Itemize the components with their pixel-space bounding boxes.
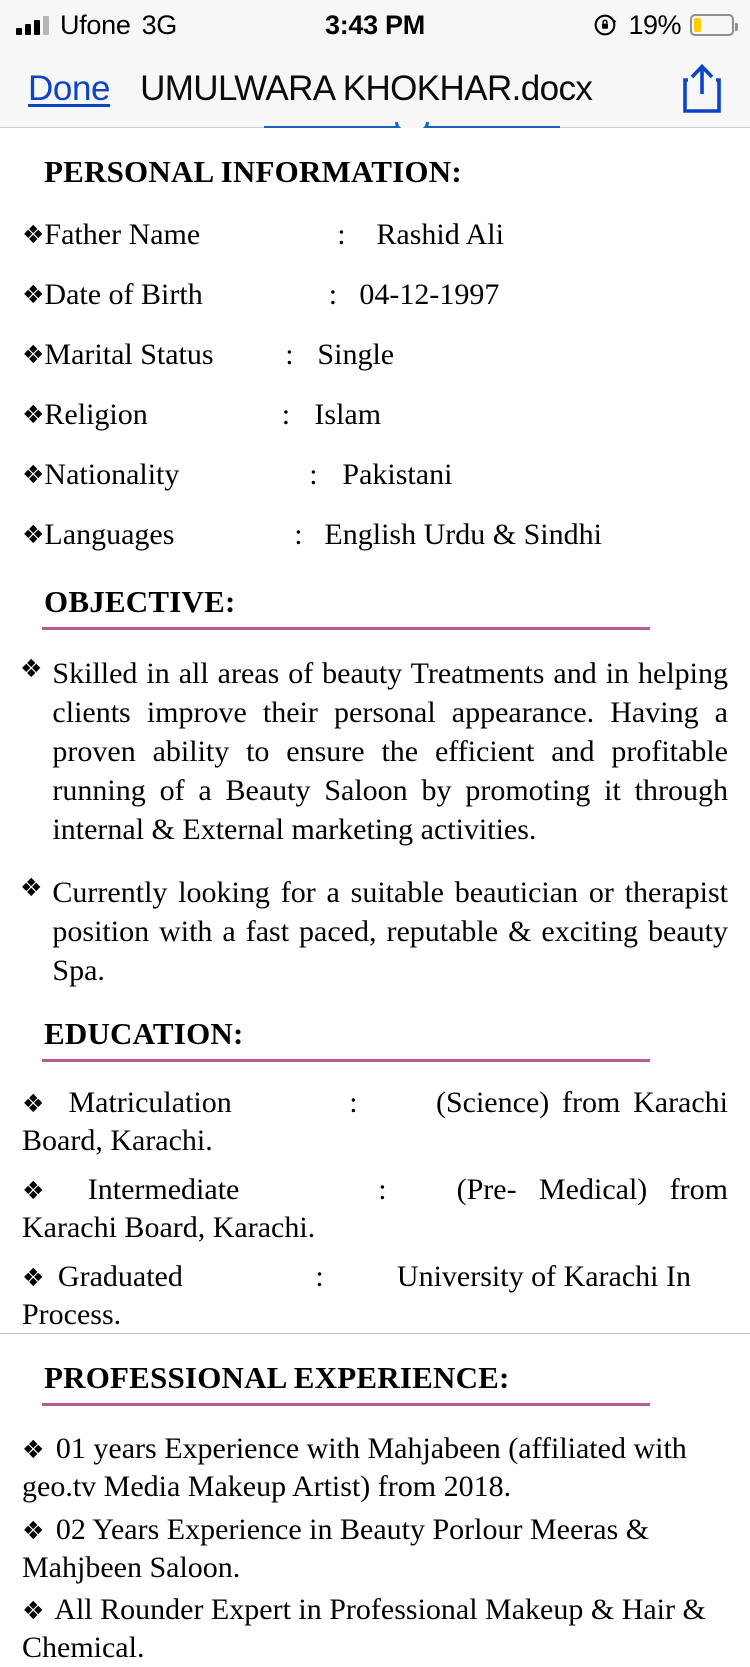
info-label: Date of Birth [44,278,203,311]
done-button[interactable]: Done [28,69,111,108]
diamond-bullet-icon: ❖ [22,1262,45,1292]
info-row-nationality [20,460,728,490]
education-row-graduated [20,1258,728,1335]
signal-strength-icon [16,16,49,35]
info-label: Father Name [44,218,201,251]
diamond-bullet-icon: ❖ [22,1089,50,1118]
diamond-bullet-icon: ❖ [22,520,45,549]
experience-bullet-3 [20,1591,728,1667]
info-row-father-name [20,220,728,250]
status-bar-right [593,10,734,41]
diamond-bullet-icon: ❖ [22,400,45,429]
education-label: Intermediate [87,1172,240,1206]
info-label: Marital Status [44,338,214,371]
education-value: (Science) from Karachi Board, Karachi. [22,1086,729,1158]
info-value: English Urdu & Sindhi [324,518,602,551]
navigation-bar [0,50,750,128]
education-value: University of Karachi In Process. [22,1259,691,1331]
info-value: Rashid Ali [376,218,504,251]
info-colon: : [281,398,291,431]
status-bar-left [16,10,177,41]
heading-rule-experience [42,1403,650,1406]
info-row-religion [20,400,728,430]
info-value: Pakistani [342,458,453,491]
objective-bullet-2 [20,873,728,990]
experience-bullet-1 [20,1430,728,1506]
experience-text: All Rounder Expert in Professional Makeup & Hair & Chemical. [22,1592,706,1664]
experience-text: 01 years Experience with Mahjabeen (affiliated with geo.tv Media Makeup Artist) from 2018. [22,1432,687,1504]
info-label: Languages [44,518,175,551]
objective-text: Skilled in all areas of beauty Treatments and in helping clients improve their personal appearance. Having a proven ability to ensure the efficient and profitable running of a Beauty Saloon by promoting it through internal & External marketing activities. [52,657,728,846]
carrier-label: Ufone [60,9,131,40]
info-label: Religion [44,398,148,431]
share-button[interactable] [676,60,728,118]
info-colon: : [328,278,338,311]
education-colon: : [349,1086,358,1119]
diamond-bullet-icon: ❖ [22,460,45,489]
info-colon: : [337,218,346,251]
document-bottom-divider [0,1333,750,1334]
diamond-bullet-icon: ❖ [22,1595,45,1625]
objective-bullet-1 [20,654,728,849]
info-colon: : [285,338,294,371]
heading-objective: OBJECTIVE: [44,584,236,619]
rotation-lock-icon [593,12,619,38]
experience-bullet-2 [20,1511,728,1587]
document-title: UMULWARA KHOKHAR.docx [140,69,593,108]
diamond-bullet-icon: ❖ [22,220,45,249]
education-row-matriculation [20,1084,728,1161]
diamond-bullet-icon: ❖ [22,280,45,309]
info-value: 04-12-1997 [359,278,500,311]
education-colon: : [315,1259,324,1293]
education-label: Graduated [57,1259,183,1293]
diamond-bullet-icon: ❖ [20,654,43,683]
battery-icon [690,14,734,36]
heading-personal-information: PERSONAL INFORMATION: [44,154,462,189]
info-value: Single [317,338,395,371]
education-colon: : [378,1172,387,1206]
diamond-bullet-icon: ❖ [22,1175,60,1205]
diamond-bullet-icon: ❖ [22,1515,45,1545]
heading-rule-objective [42,627,650,630]
diamond-bullet-icon: ❖ [22,1435,45,1465]
diamond-bullet-icon: ❖ [22,340,45,369]
share-icon [680,63,724,115]
experience-text: 02 Years Experience in Beauty Porlour Meeras & Mahjbeen Saloon. [22,1512,650,1584]
info-row-languages [20,520,728,550]
education-label: Matriculation [68,1086,232,1119]
info-label: Nationality [44,458,180,491]
diamond-bullet-icon: ❖ [20,873,43,902]
clock-label: 3:43 PM [325,9,425,40]
document-content[interactable] [0,128,750,1664]
info-row-marital-status [20,340,728,370]
education-row-intermediate [20,1171,728,1248]
info-row-date-of-birth [20,280,728,310]
heading-rule-education [42,1059,650,1062]
education-value: (Pre- Medical) from Karachi Board, Karachi. [22,1172,729,1245]
info-colon: : [309,458,318,491]
objective-text: Currently looking for a suitable beautician or therapist position with a fast paced, reputable & exciting beauty Spa. [52,876,728,987]
heading-professional-experience: PROFESSIONAL EXPERIENCE: [44,1360,510,1396]
status-bar [0,0,750,50]
info-colon: : [294,518,303,551]
info-value: Islam [314,398,382,431]
heading-education: EDUCATION: [44,1016,244,1051]
network-type-label: 3G [141,9,177,40]
battery-percent-label: 19% [628,9,681,40]
